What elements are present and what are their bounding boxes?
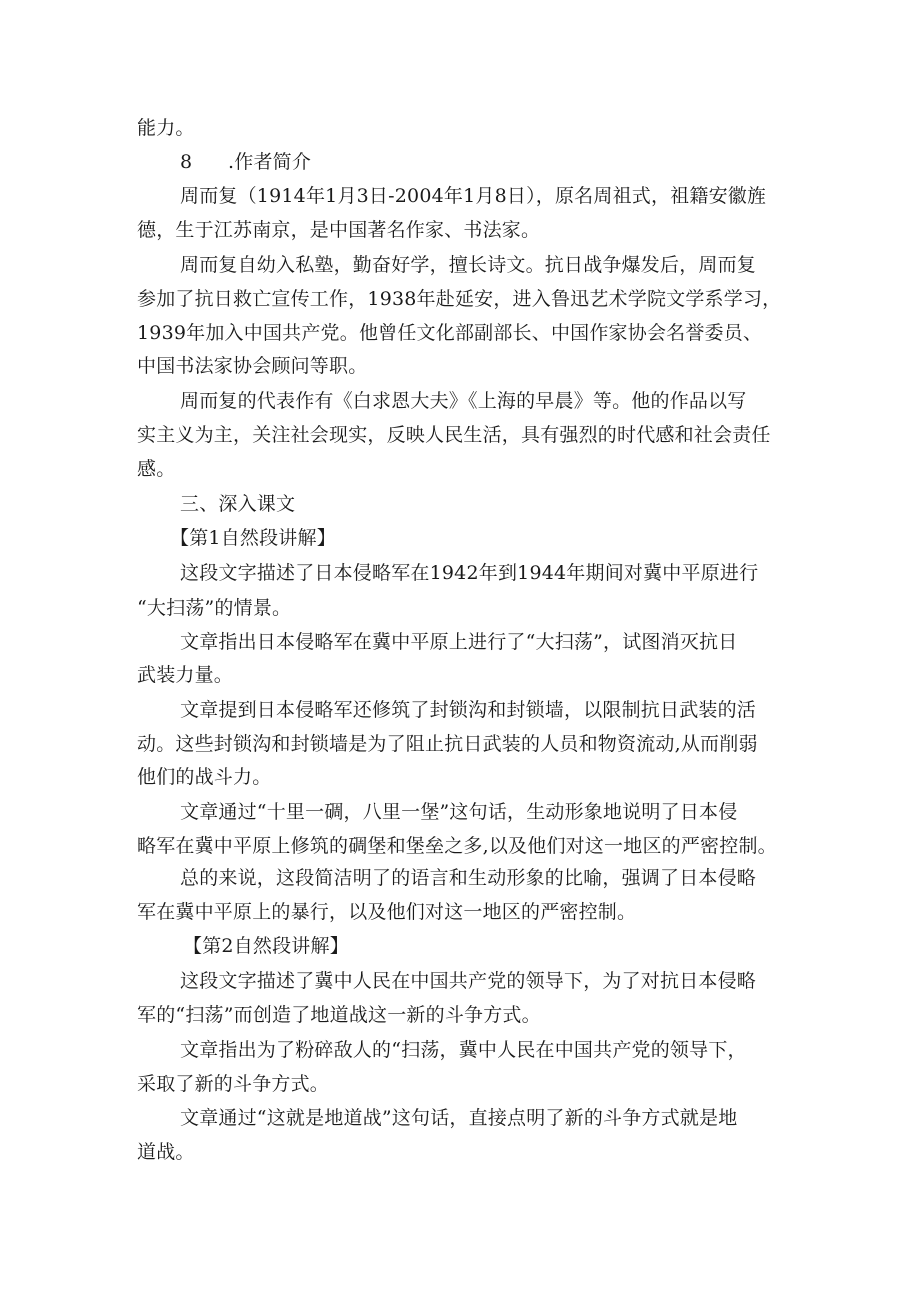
- text-line: 感。: [137, 458, 176, 480]
- text-line: 实主义为主，关注社会现实，反映人民生活，具有强烈的时代感和社会责任: [137, 424, 771, 446]
- text-line: 周而复（1914年1月3日-2004年1月8日），原名周祖式，祖籍安徽旌: [180, 185, 767, 207]
- text-line: 这段文字描述了日本侵略军在1942年到1944年期间对冀中平原进行: [180, 562, 759, 584]
- text-line: 周而复的代表作有《白求恩大夫》《上海的早晨》等。他的作品以写: [180, 390, 747, 412]
- text-line: 能力。: [137, 117, 195, 139]
- text-line: 道战。: [137, 1141, 195, 1163]
- heading-title: .作者简介: [228, 151, 312, 173]
- text-line: 中国书法家协会顾问等职。: [137, 355, 368, 377]
- heading-number: 8: [180, 151, 193, 173]
- text-line: 参加了抗日救亡宣传工作，1938年赴延安，进入鲁迅艺术学院文学系学习，: [137, 288, 782, 310]
- text-line: 略军在冀中平原上修筑的碉堡和堡垒之多,以及他们对这一地区的严密控制。: [137, 835, 777, 857]
- text-line: 军的“扫荡”而创造了地道战这一新的斗争方式。: [137, 1004, 541, 1026]
- text-line: 动。这些封锁沟和封锁墙是为了阻止抗日武装的人员和物资流动,从而削弱: [137, 733, 758, 755]
- text-line: 军在冀中平原上的暴行，以及他们对这一地区的严密控制。: [137, 901, 637, 923]
- text-line: 文章通过“这就是地道战”这句话，直接点明了新的斗争方式就是地: [180, 1107, 738, 1129]
- text-line: 总的来说，这段简洁明了的语言和生动形象的比喻，强调了日本侵略: [180, 867, 757, 889]
- text-line: 1939年加入中国共产党。他曾任文化部副部长、中国作家协会名誉委员、: [137, 322, 763, 344]
- section-heading-text-study: 三、深入课文: [180, 493, 296, 515]
- section-heading-author: [180, 150, 311, 174]
- text-line: 采取了新的斗争方式。: [137, 1073, 330, 1095]
- text-line: 文章提到日本侵略军还修筑了封锁沟和封锁墙，以限制抗日武装的活: [180, 699, 757, 721]
- subheading-paragraph-2: 【第2自然段讲解】: [183, 935, 349, 957]
- text-line: “大扫荡”的情景。: [137, 597, 292, 619]
- text-line: 文章通过“十里一碉，八里一堡”这句话，生动形象地说明了日本侵: [180, 801, 738, 823]
- text-line: 这段文字描述了冀中人民在中国共产党的领导下，为了对抗日本侵略: [180, 970, 757, 992]
- text-line: 文章指出日本侵略军在冀中平原上进行了“大扫荡”，试图消灭抗日: [180, 631, 738, 653]
- text-line: 他们的战斗力。: [137, 766, 272, 788]
- text-line: 周而复自幼入私塾，勤奋好学，擅长诗文。抗日战争爆发后，周而复: [180, 254, 757, 276]
- text-line: 武装力量。: [137, 664, 234, 686]
- text-line: 德，生于江苏南京，是中国著名作家、书法家。: [137, 219, 541, 241]
- text-line: 文章指出为了粉碎敌人的“扫荡，冀中人民在中国共产党的领导下，: [180, 1039, 747, 1061]
- subheading-paragraph-1: 【第1自然段讲解】: [170, 527, 336, 549]
